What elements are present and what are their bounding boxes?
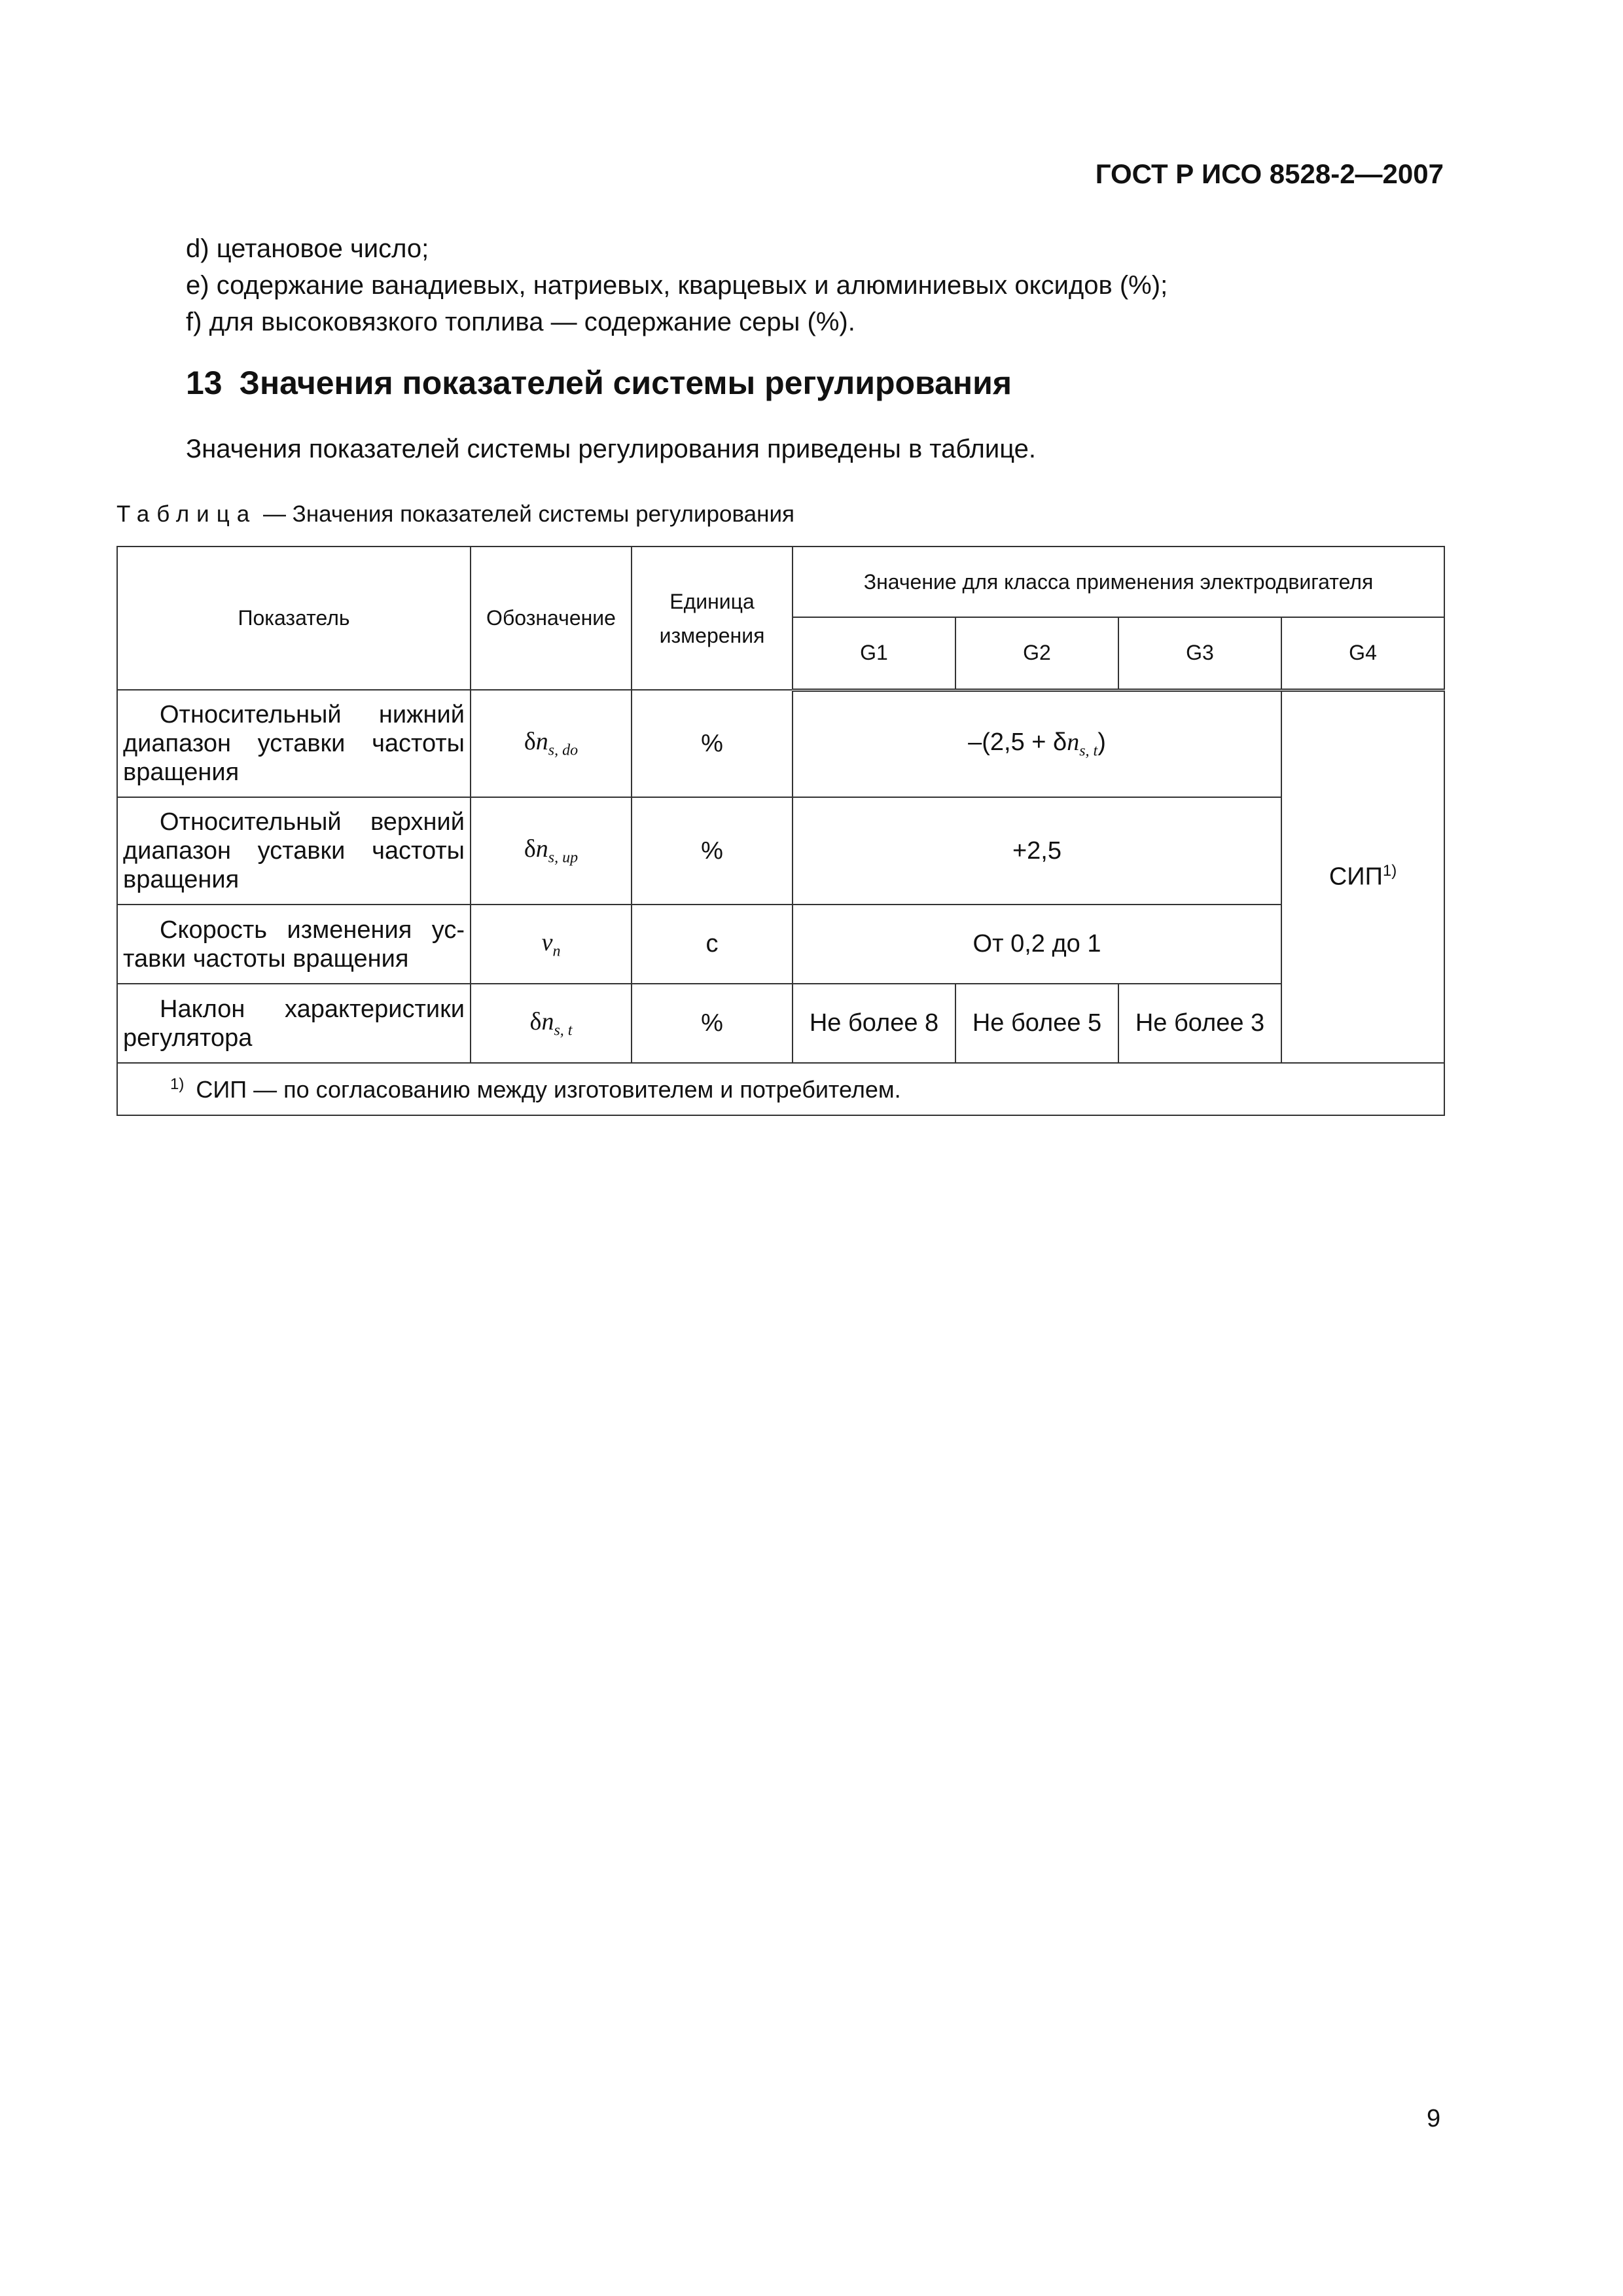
formula-suffix: ) bbox=[1097, 728, 1106, 756]
sip-value: СИП bbox=[1329, 863, 1383, 891]
symbol-main: n bbox=[541, 1007, 554, 1035]
symbol-delta: δ bbox=[524, 835, 536, 863]
unit-cell: % bbox=[632, 797, 793, 905]
list-marker: d) bbox=[186, 234, 209, 263]
symbol-cell bbox=[471, 984, 632, 1063]
symbol-delta: δ bbox=[524, 728, 536, 756]
section-intro: Значения показателей системы регулирования приведены в таблице. bbox=[186, 435, 1037, 463]
list-text: для высоковязкого топлива — содержание серы (%). bbox=[209, 308, 855, 336]
value-cell-g1-g3 bbox=[793, 690, 1281, 797]
value-cell-g3: Не более 3 bbox=[1118, 984, 1281, 1063]
footnote-mark: 1) bbox=[170, 1075, 185, 1093]
table-footnote-row bbox=[117, 1063, 1444, 1115]
symbol-main: v bbox=[541, 928, 553, 956]
value-cell-g4 bbox=[1281, 690, 1444, 1063]
parameter-text-cont: диапазон уставки частоты вращения bbox=[123, 730, 465, 786]
formula-delta: δ bbox=[1053, 728, 1067, 756]
header-parameter: Показатель bbox=[117, 547, 471, 690]
formula-symbol: n bbox=[1067, 728, 1080, 756]
symbol-cell bbox=[471, 690, 632, 797]
parameter-cell bbox=[117, 690, 471, 797]
document-code: ГОСТ Р ИСО 8528-2—2007 bbox=[1095, 158, 1444, 189]
parameter-text-cont: регулятора bbox=[123, 1024, 253, 1052]
list-marker: e) bbox=[186, 271, 209, 300]
symbol-main: n bbox=[535, 728, 548, 756]
table-caption bbox=[116, 501, 794, 528]
header-class-g3: G3 bbox=[1118, 617, 1281, 690]
table-row bbox=[117, 797, 1444, 905]
table-footnote bbox=[117, 1063, 1444, 1115]
section-title: Значения показателей системы регулирования bbox=[239, 365, 1012, 401]
section-number: 13 bbox=[186, 365, 223, 401]
parameter-text-cont: тавки частоты вращения bbox=[123, 944, 409, 973]
symbol-cell bbox=[471, 905, 632, 984]
list-item bbox=[186, 304, 1168, 340]
header-class-g1: G1 bbox=[793, 617, 955, 690]
list-text: содержание ванадиевых, натриевых, кварцевых и алюминиевых оксидов (%); bbox=[216, 271, 1168, 300]
value-cell-g2: Не более 5 bbox=[955, 984, 1118, 1063]
table-caption-text: — Значения показателей системы регулирования bbox=[257, 501, 794, 527]
footnote-text: СИП — по согласованию между изготовителем и потребителем. bbox=[196, 1075, 901, 1103]
table-caption-lead: Таблица bbox=[116, 501, 257, 527]
formula-sub: s, t bbox=[1079, 742, 1098, 760]
parameter-cell bbox=[117, 797, 471, 905]
parameter-text: Относительный верхний bbox=[160, 808, 465, 836]
header-unit: Единица измерения bbox=[632, 547, 793, 690]
parameter-text: Относительный нижний bbox=[160, 701, 465, 728]
regulation-table bbox=[116, 546, 1445, 1116]
value-cell-g1-g3: +2,5 bbox=[793, 797, 1281, 905]
header-class-g2: G2 bbox=[955, 617, 1118, 690]
symbol-sub: n bbox=[552, 942, 561, 960]
table-row bbox=[117, 905, 1444, 984]
list-item bbox=[186, 267, 1168, 304]
parameter-text: Скорость изменения ус- bbox=[160, 916, 465, 944]
header-class-group: Значение для класса применения электродвигателя bbox=[793, 547, 1444, 617]
value-cell-g1-g3: От 0,2 до 1 bbox=[793, 905, 1281, 984]
unit-cell: с bbox=[632, 905, 793, 984]
symbol-sub: s, t bbox=[554, 1022, 573, 1039]
value-cell-g1: Не более 8 bbox=[793, 984, 955, 1063]
symbol-sub: s, up bbox=[548, 849, 579, 867]
unit-cell: % bbox=[632, 984, 793, 1063]
table-row bbox=[117, 984, 1444, 1063]
page-number: 9 bbox=[1427, 2105, 1441, 2132]
unit-cell: % bbox=[632, 690, 793, 797]
symbol-cell bbox=[471, 797, 632, 905]
parameter-text: Наклон характеристики bbox=[160, 995, 465, 1023]
symbol-sub: s, do bbox=[548, 742, 579, 759]
parameter-text-cont: диапазон уставки частоты вращения bbox=[123, 837, 465, 893]
formula-prefix: –(2,5 + bbox=[968, 728, 1054, 756]
list-text: цетановое число; bbox=[216, 234, 429, 263]
header-class-g4: G4 bbox=[1281, 617, 1444, 690]
parameter-cell bbox=[117, 984, 471, 1063]
symbol-main: n bbox=[535, 835, 548, 863]
section-heading bbox=[186, 364, 1012, 402]
list-item bbox=[186, 230, 1168, 267]
sip-footnote-mark: 1) bbox=[1382, 862, 1397, 880]
list-marker: f) bbox=[186, 308, 202, 336]
parameter-cell bbox=[117, 905, 471, 984]
header-symbol: Обозначение bbox=[471, 547, 632, 690]
symbol-delta: δ bbox=[529, 1007, 542, 1035]
table-row bbox=[117, 690, 1444, 797]
criteria-list bbox=[186, 230, 1168, 340]
